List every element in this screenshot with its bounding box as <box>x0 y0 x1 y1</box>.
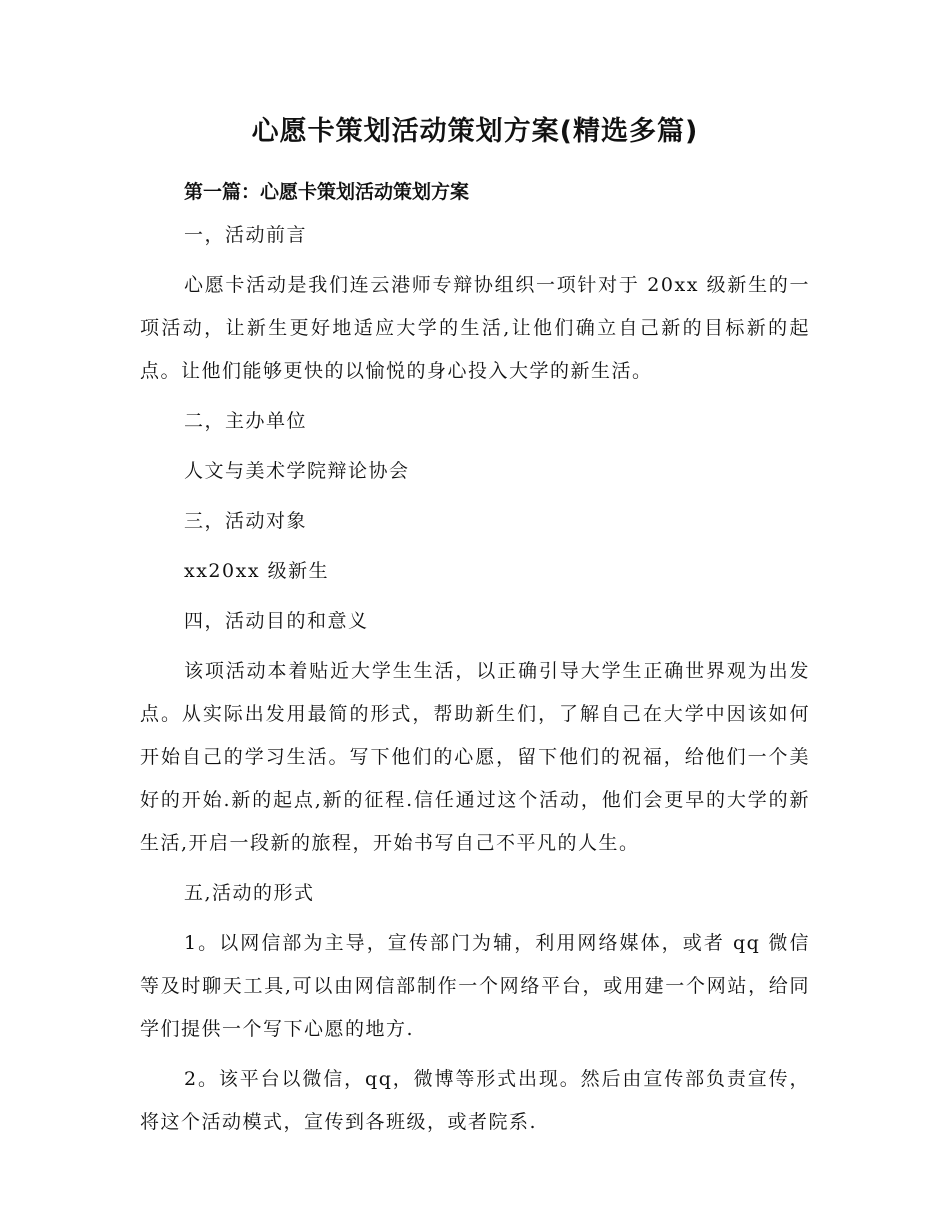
paragraph-format-item-1: 1。以网信部为主导，宣传部门为辅，利用网络媒体，或者 qq 微信等及时聊天工具,可以由网信部制作一个网络平台，或用建一个网站，给同学们提供一个写下心愿的地方. <box>140 932 810 1040</box>
paragraph-foreword-body: 心愿卡活动是我们连云港师专辩协组织一项针对于 20xx 级新生的一项活动，让新生更好地适应大学的生活,让他们确立自己新的目标新的起点。让他们能够更快的以愉悦的身心投入大学的新生活。 <box>140 274 810 382</box>
section-heading: 第一篇：心愿卡策划活动策划方案 <box>184 181 470 203</box>
paragraph-heading-format: 五,活动的形式 <box>184 882 315 904</box>
paragraph-organizer-body: 人文与美术学院辩论协会 <box>184 460 410 482</box>
paragraph-heading-purpose: 四，活动目的和意义 <box>184 610 369 632</box>
paragraph-audience-body: xx20xx 级新生 <box>184 560 330 582</box>
paragraph-heading-foreword: 一，活动前言 <box>184 224 308 246</box>
paragraph-purpose-body: 该项活动本着贴近大学生生活，以正确引导大学生正确世界观为出发点。从实际出发用最简的形式，帮助新生们，了解自己在大学中因该如何开始自己的学习生活。写下他们的心愿，留下他们的祝福，给他们一个美好的开始.新的起点,新的征程.信任通过这个活动，他们会更早的大学的新生活,开启一段新的旅程，开始书写自己不平凡的人生。 <box>140 660 810 854</box>
paragraph-format-item-2: 2。该平台以微信，qq，微博等形式出现。然后由宣传部负责宣传，将这个活动模式，宣传到各班级，或者院系. <box>140 1068 810 1133</box>
document-title: 心愿卡策划活动策划方案(精选多篇) <box>251 116 699 147</box>
paragraph-heading-organizer: 二，主办单位 <box>184 410 308 432</box>
paragraph-heading-audience: 三，活动对象 <box>184 510 308 532</box>
